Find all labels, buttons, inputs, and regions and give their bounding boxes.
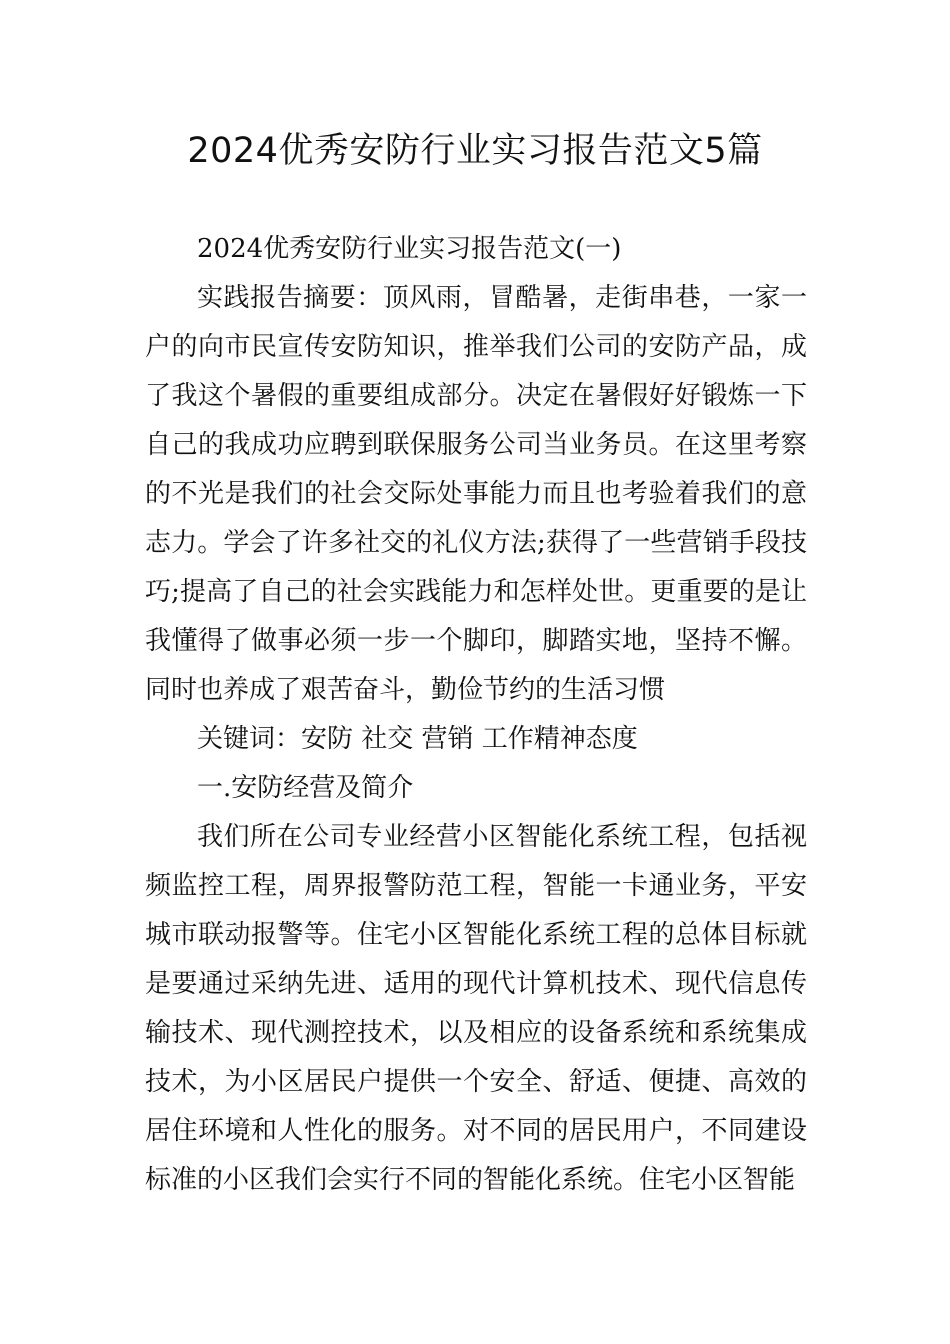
abstract-paragraph: 实践报告摘要：顶风雨，冒酷暑，走街串巷，一家一户的向市民宣传安防知识，推举我们公司的安防产品，成了我这个暑假的重要组成部分。决定在暑假好好锻炼一下自己的我成功应聘到联保服务公司当业务员。在这里考察的不光是我们的社会交际处事能力而且也考验着我们的意志力。学会了许多社交的礼仪方法;获得了一些营销手段技巧;提高了自己的社会实践能力和怎样处世。更重要的是让我懂得了做事必须一步一个脚印，脚踏实地，坚持不懈。同时也养成了艰苦奋斗，勤俭节约的生活习惯 xyxy=(145,283,807,705)
chapter-heading: 一.安防经营及简介 xyxy=(197,773,414,803)
section-heading: 2024优秀安防行业实习报告范文(一) xyxy=(197,234,622,264)
document-title: 2024优秀安防行业实习报告范文5篇 xyxy=(187,131,763,171)
keywords-line: 关键词：安防 社交 营销 工作精神态度 xyxy=(197,724,638,754)
chapter-paragraph: 我们所在公司专业经营小区智能化系统工程，包括视频监控工程，周界报警防范工程，智能一卡通业务，平安城市联动报警等。住宅小区智能化系统工程的总体目标就是要通过采纳先进、适用的现代计算机技术、现代信息传输技术、现代测控技术，以及相应的设备系统和系统集成技术，为小区居民户提供一个安全、舒适、便捷、高效的居住环境和人性化的服务。对不同的居民用户，不同建设标准的小区我们会实行不同的智能化系统。住宅小区智能 xyxy=(145,822,807,1195)
document-body xyxy=(145,225,807,1205)
